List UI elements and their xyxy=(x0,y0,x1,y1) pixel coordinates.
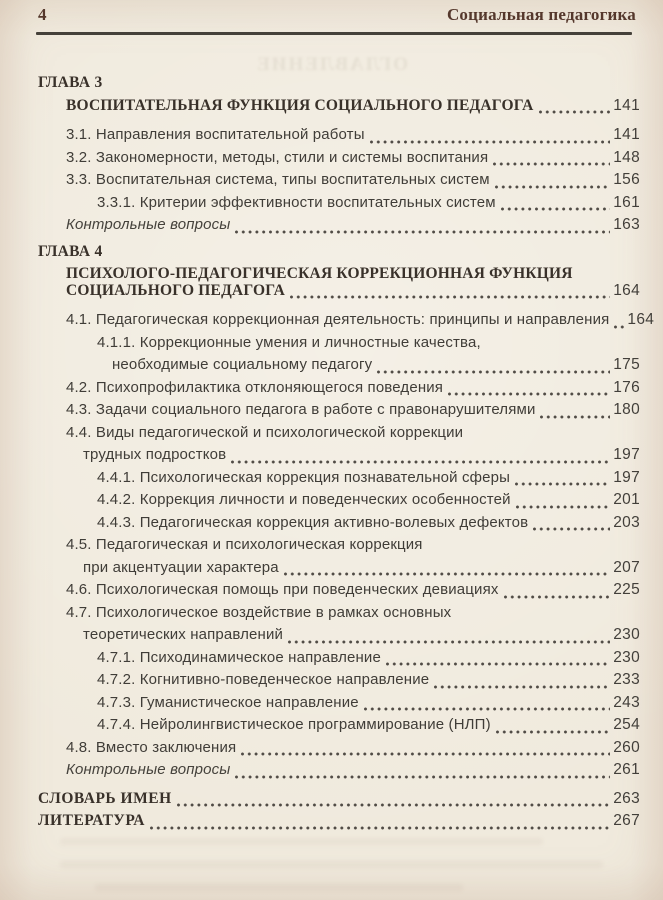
toc-row xyxy=(38,422,640,445)
toc-entry-page: 156 xyxy=(613,171,640,188)
toc-entry-text: 4.1. Педагогическая коррекционная деятельность: принципы и направления xyxy=(66,311,610,328)
toc-entry-page: 161 xyxy=(613,193,640,211)
toc-entry-text: СОЦИАЛЬНОГО ПЕДАГОГА xyxy=(66,281,286,299)
toc-entry-page: 260 xyxy=(613,738,640,756)
toc-entry-text: 4.4.3. Педагогическая коррекция активно-волевых дефектов xyxy=(97,513,529,531)
dot-leader xyxy=(614,325,624,329)
toc-row xyxy=(38,624,640,647)
dot-leader xyxy=(386,662,610,666)
show-through-artifact xyxy=(60,838,543,845)
toc-entry-text: 4.7.4. Нейролингвистическое программирование (НЛП) xyxy=(97,716,491,733)
toc-entry-page: 230 xyxy=(613,626,640,643)
toc-row xyxy=(38,759,640,782)
dot-leader xyxy=(377,370,610,374)
toc-row xyxy=(38,241,640,264)
show-through-artifact xyxy=(95,884,463,891)
toc-entry-page: 163 xyxy=(613,216,640,233)
toc-entry-text: 4.7.1. Психодинамическое направление xyxy=(97,648,381,666)
toc-entry-text: Контрольные вопросы xyxy=(66,216,231,233)
toc-row xyxy=(38,214,640,237)
toc-row xyxy=(38,124,640,147)
toc-entry-text: 3.3. Воспитательная система, типы воспитательных систем xyxy=(66,171,490,188)
toc-row xyxy=(38,602,640,625)
toc-entry-text: 4.5. Педагогическая и психологическая коррекция xyxy=(66,536,423,553)
toc-row xyxy=(38,72,640,95)
toc-entry-text: 4.4. Виды педагогической и психологической коррекции xyxy=(66,423,464,441)
header-rule xyxy=(36,32,632,35)
toc-entry-page: 201 xyxy=(613,491,640,508)
dot-leader xyxy=(284,572,610,576)
toc-entry-text: при акцентуации характера xyxy=(83,558,279,576)
toc-entry-text: теоретических направлений xyxy=(83,626,284,643)
toc-entry-text: необходимые социальному педагогу xyxy=(112,356,373,373)
dot-leader xyxy=(290,295,610,299)
toc-entry-text: 4.4.2. Коррекция личности и поведенческих особенностей xyxy=(97,491,511,508)
toc-entry-text: ЛИТЕРАТУРА xyxy=(38,812,145,829)
toc-row xyxy=(38,467,640,490)
toc-entry-text: 4.2. Психопрофилактика отклоняющегося поведения xyxy=(66,378,444,396)
page-number: 4 xyxy=(38,5,47,24)
toc-entry-text: 4.4.1. Психологическая коррекция познавательной сферы xyxy=(97,468,511,486)
dot-leader xyxy=(493,162,610,166)
toc-entry-text: СЛОВАРЬ ИМЕН xyxy=(38,789,172,807)
dot-leader xyxy=(504,595,611,599)
toc-entry-page: 261 xyxy=(613,761,640,778)
toc-entry-text: 4.8. Вместо заключения xyxy=(66,738,237,756)
dot-leader xyxy=(448,392,610,396)
toc-entry-page: 197 xyxy=(613,446,640,463)
toc-entry-page: 148 xyxy=(613,148,640,166)
dot-leader xyxy=(434,685,610,689)
toc-entry-page: 180 xyxy=(613,401,640,418)
toc-entry-text: ПСИХОЛОГО-ПЕДАГОГИЧЕСКАЯ КОРРЕКЦИОННАЯ ФУНКЦИЯ xyxy=(66,265,573,282)
toc-entry-page: 141 xyxy=(613,126,640,143)
dot-leader xyxy=(231,460,610,464)
toc-row xyxy=(38,332,640,355)
toc-entry-text: ГЛАВА 4 xyxy=(38,242,103,260)
toc-row xyxy=(38,192,640,215)
toc-entry-text: 3.3.1. Критерии эффективности воспитательных систем xyxy=(97,193,496,211)
toc-row xyxy=(38,579,640,602)
dot-leader xyxy=(177,803,611,807)
toc-row xyxy=(38,147,640,170)
dot-leader xyxy=(235,775,610,779)
toc-entry-page: 243 xyxy=(613,693,640,711)
dot-leader xyxy=(150,826,610,830)
toc-row xyxy=(38,714,640,737)
toc-row xyxy=(38,692,640,715)
show-through-artifact xyxy=(60,861,603,868)
dot-leader xyxy=(533,527,610,531)
running-head xyxy=(38,5,636,25)
toc-entry-text: трудных подростков xyxy=(83,446,227,463)
toc-row xyxy=(38,512,640,535)
running-title: Социальная педагогика xyxy=(446,5,636,24)
toc-entry-page: 197 xyxy=(613,468,640,486)
toc-entry-text: 4.7.3. Гуманистическое направление xyxy=(97,693,359,711)
toc-row xyxy=(38,95,640,118)
toc-row xyxy=(38,489,640,512)
toc-row xyxy=(38,534,640,557)
toc-row xyxy=(38,669,640,692)
toc-row xyxy=(38,557,640,580)
toc-entry-page: 203 xyxy=(613,513,640,531)
dot-leader xyxy=(539,110,611,114)
toc-entry-page: 141 xyxy=(613,96,640,114)
toc-entry-page: 225 xyxy=(613,581,640,598)
dot-leader xyxy=(364,707,611,711)
table-of-contents xyxy=(38,72,655,833)
toc-entry-page: 164 xyxy=(613,281,640,299)
toc-entry-page: 254 xyxy=(613,716,640,733)
toc-entry-page: 176 xyxy=(613,378,640,396)
toc-entry-text: Контрольные вопросы xyxy=(66,761,231,778)
dot-leader xyxy=(501,207,611,211)
dot-leader xyxy=(288,640,610,644)
toc-row xyxy=(38,788,640,811)
toc-entry-text: ВОСПИТАТЕЛЬНАЯ ФУНКЦИЯ СОЦИАЛЬНОГО ПЕДАГОГА xyxy=(66,96,534,114)
dot-leader xyxy=(370,140,611,144)
toc-entry-text: ГЛАВА 3 xyxy=(38,74,103,91)
toc-entry-page: 207 xyxy=(613,558,640,576)
toc-row xyxy=(38,169,640,192)
dot-leader xyxy=(495,185,611,189)
toc-row xyxy=(38,647,640,670)
toc-entry-text: 3.2. Закономерности, методы, стили и системы воспитания xyxy=(66,148,489,166)
toc-entry-text: 4.7.2. Когнитивно-поведенческое направление xyxy=(97,671,430,688)
toc-entry-text: 3.1. Направления воспитательной работы xyxy=(66,126,365,143)
toc-entry-text: 4.7. Психологическое воздействие в рамках основных xyxy=(66,603,452,621)
toc-entry-page: 233 xyxy=(613,671,640,688)
toc-entry-page: 230 xyxy=(613,648,640,666)
dot-leader xyxy=(540,415,610,419)
dot-leader xyxy=(516,505,611,509)
toc-row xyxy=(38,399,640,422)
toc-row xyxy=(38,737,640,760)
show-through-title: ОГЛАВЛЕНИЕ xyxy=(255,54,408,75)
toc-entry-page: 263 xyxy=(613,789,640,807)
dot-leader xyxy=(235,230,610,234)
toc-row xyxy=(38,309,655,332)
dot-leader xyxy=(241,752,610,756)
toc-entry-text: 4.3. Задачи социального педагога в работе с правонарушителями xyxy=(66,401,536,418)
toc-row xyxy=(38,377,640,400)
dot-leader xyxy=(496,730,610,734)
toc-entry-text: 4.6. Психологическая помощь при поведенческих девиациях xyxy=(66,581,499,598)
toc-entry-text: 4.1.1. Коррекционные умения и личностные качества, xyxy=(97,333,481,351)
toc-entry-page: 164 xyxy=(627,311,655,328)
toc-row xyxy=(38,444,640,467)
toc-entry-page: 267 xyxy=(613,812,640,829)
toc-row xyxy=(38,810,640,833)
toc-row xyxy=(38,354,640,377)
dot-leader xyxy=(515,482,610,486)
toc-entry-page: 175 xyxy=(613,356,640,373)
